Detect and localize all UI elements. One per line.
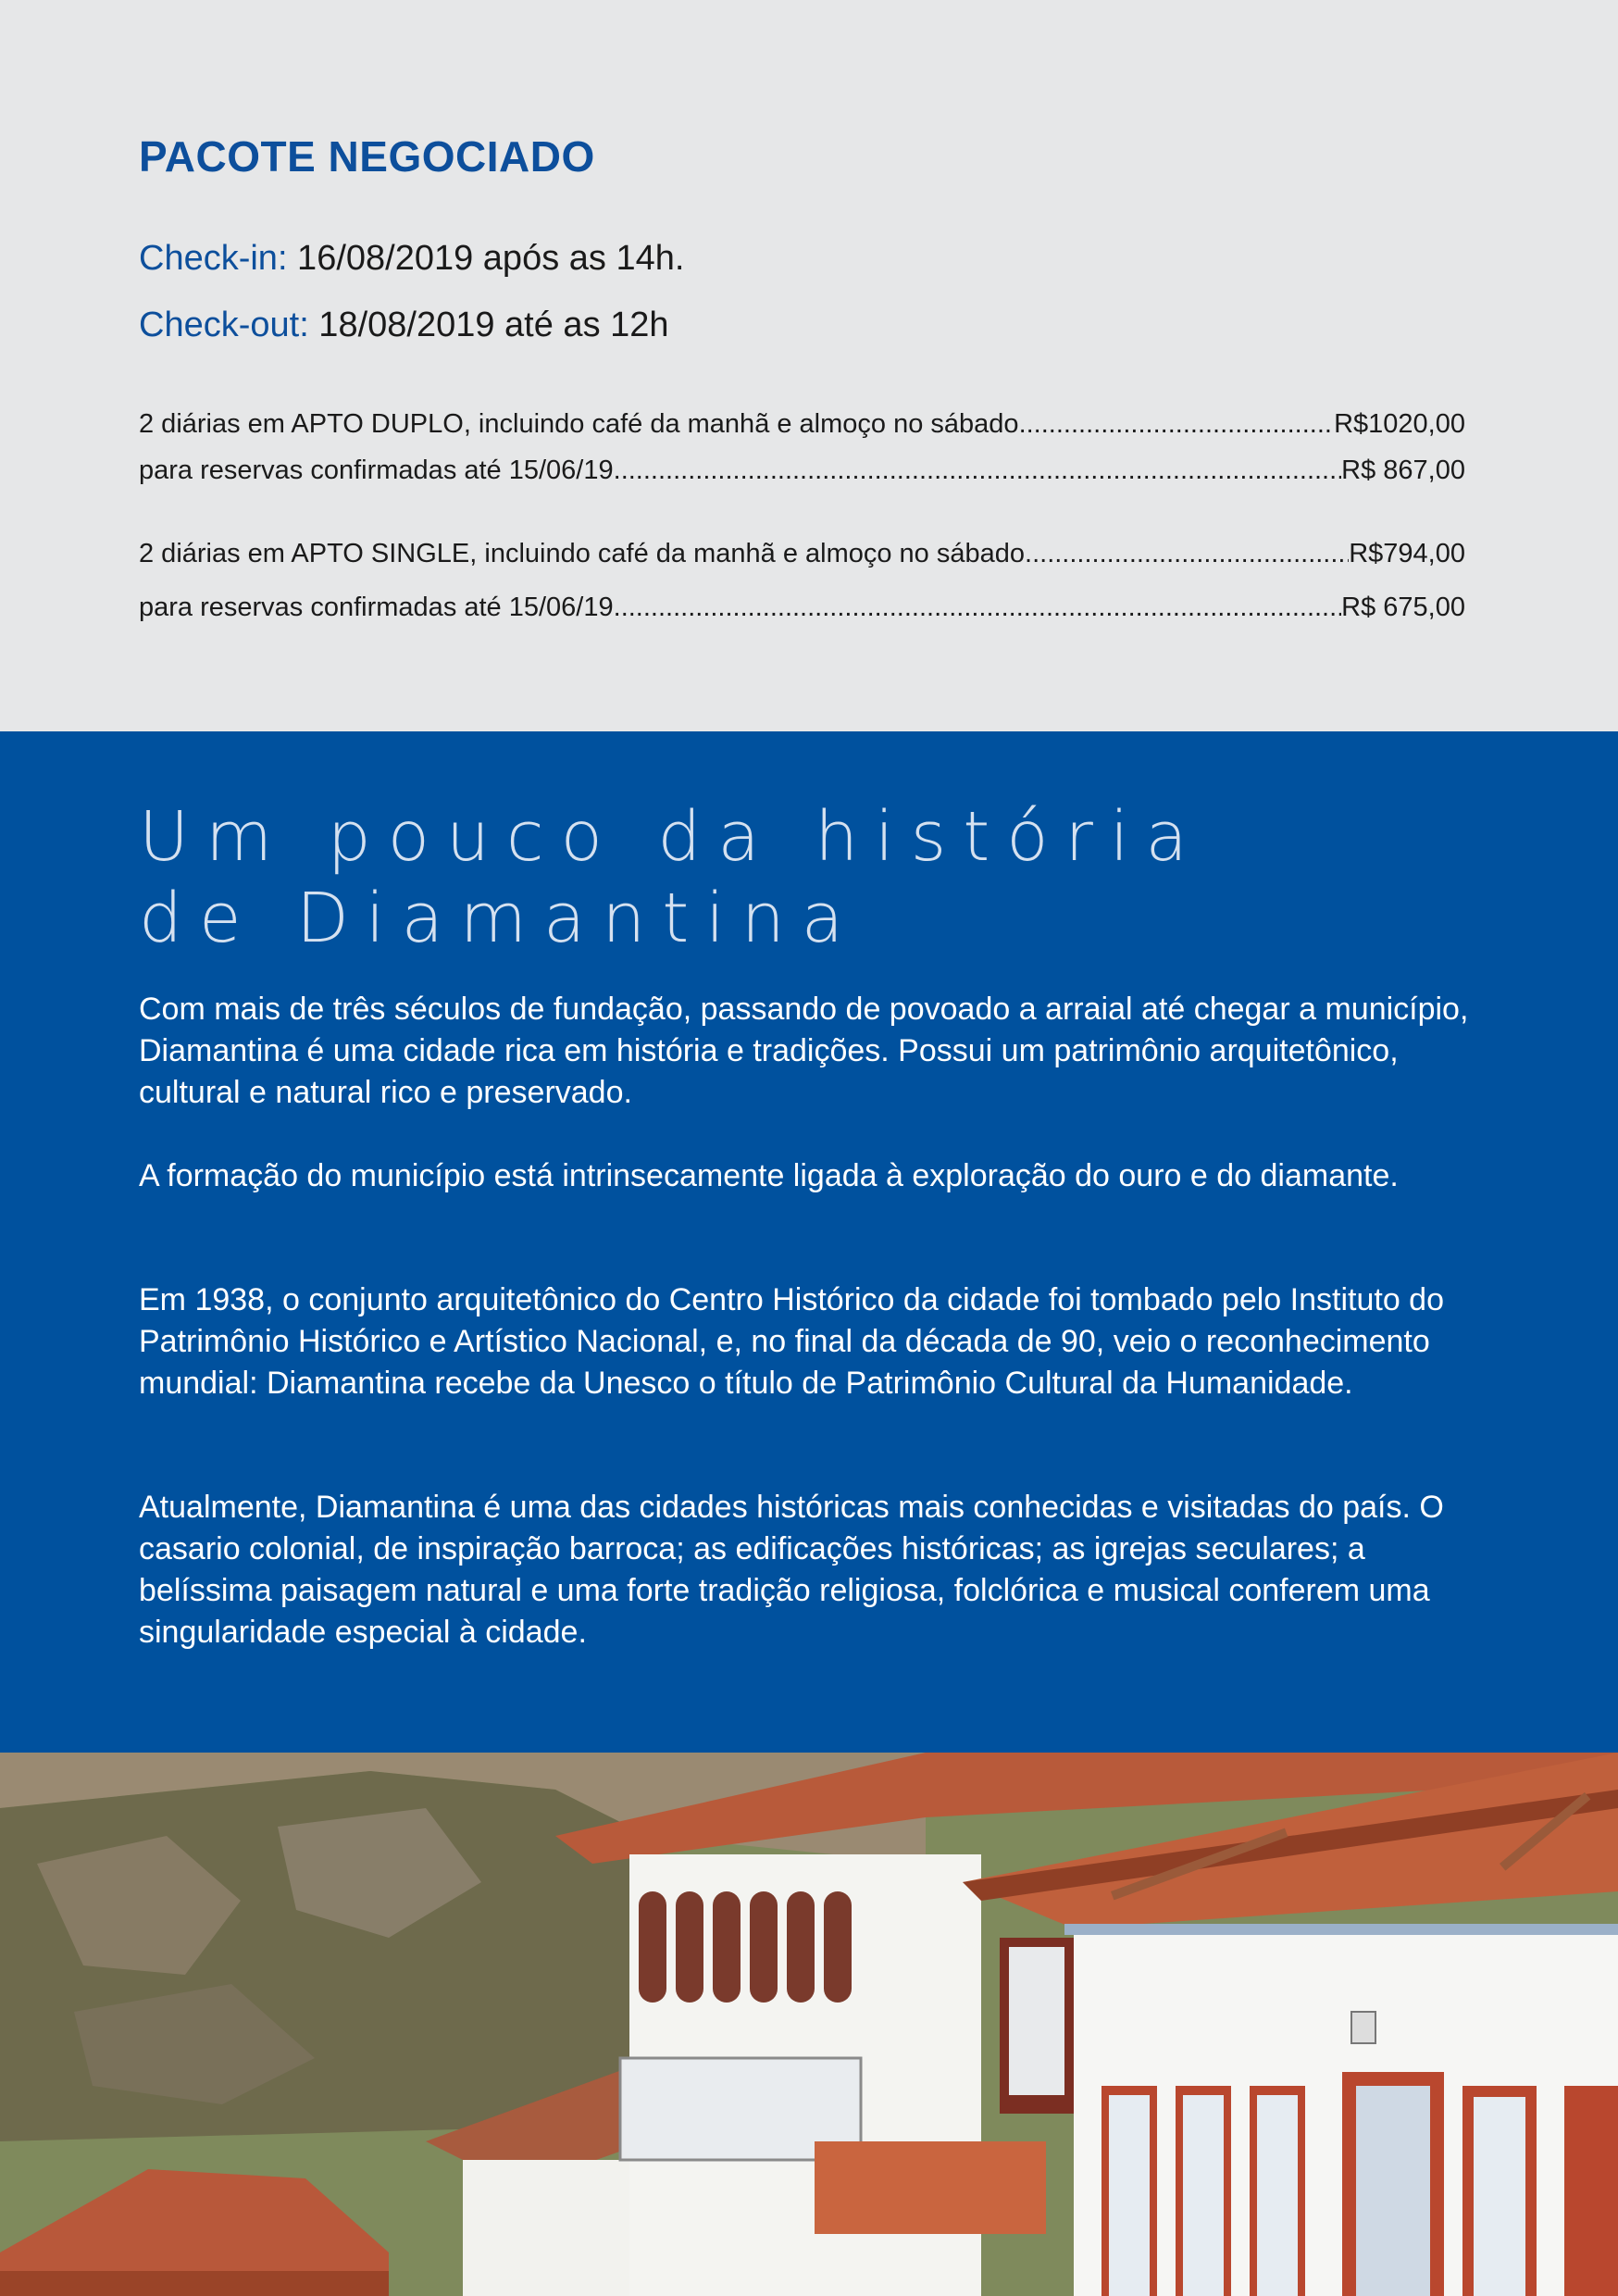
history-title	[139, 796, 1204, 959]
history-paragraph: Com mais de três séculos de fundação, passando de povoado a arraial até chegar a município, Diamantina é uma cidade rica em história e tradições. Possui um patrimônio arquitetônico, cultural e natural rico e preservado.	[139, 992, 1469, 1110]
price-description: 2 diárias em APTO SINGLE, incluindo café da manhã e almoço no sábado.	[139, 539, 1033, 568]
price-line-single-early	[139, 593, 1465, 623]
checkin-value: 16/08/2019 após as 14h.	[287, 239, 685, 278]
leader-dots	[621, 593, 1341, 623]
checkout-value: 18/08/2019 até as 12h	[308, 306, 669, 344]
leader-dots	[1019, 409, 1335, 440]
history-title-line-2: de Diamantina	[139, 879, 861, 958]
checkout-line	[139, 306, 669, 345]
checkout-label: Check-out:	[139, 306, 309, 344]
price-line-duplo-early	[139, 455, 1465, 486]
checkin-label: Check-in:	[139, 239, 288, 278]
checkin-line	[139, 239, 684, 279]
price-line-single	[139, 539, 1465, 569]
diamantina-colonial-houses-photo	[0, 1753, 1618, 2296]
price-description: para reservas confirmadas até 15/06/19.	[139, 593, 621, 622]
price-value: R$794,00	[1349, 539, 1465, 568]
price-line-duplo	[139, 409, 1465, 440]
history-title-line-1: Um pouco da história	[139, 797, 1204, 877]
history-section	[0, 731, 1618, 1753]
price-description: 2 diárias em APTO DUPLO, incluindo café da manhã e almoço no sábado	[139, 409, 1019, 439]
history-paragraph: A formação do município está intrinsecamente ligada à exploração do ouro e do diamante.	[139, 1158, 1399, 1193]
photo-illustration	[0, 1753, 1618, 2296]
leader-dots	[1032, 539, 1349, 569]
price-value: R$1020,00	[1334, 409, 1465, 439]
package-section	[0, 0, 1618, 731]
package-title: PACOTE NEGOCIADO	[139, 132, 595, 181]
price-value: R$ 675,00	[1341, 593, 1465, 622]
price-description: para reservas confirmadas até 15/06/19.	[139, 455, 621, 485]
leader-dots	[621, 455, 1341, 486]
price-value: R$ 867,00	[1341, 455, 1465, 485]
history-paragraph: Atualmente, Diamantina é uma das cidades históricas mais conhecidas e visitadas do país. O casario colonial, de inspiração barroca; as edificações históricas; as igrejas seculares; a belíssima paisagem natural e uma forte tradição religiosa, folclórica e musical conferem uma singularidade especial à cidade.	[139, 1490, 1444, 1650]
history-paragraph: Em 1938, o conjunto arquitetônico do Centro Histórico da cidade foi tombado pelo Instituto do Patrimônio Histórico e Artístico Nacional, e, no final da década de 90, veio o reconhecimento mundial: Diamantina recebe da Unesco o título de Patrimônio Cultural da Humanidade.	[139, 1282, 1444, 1401]
